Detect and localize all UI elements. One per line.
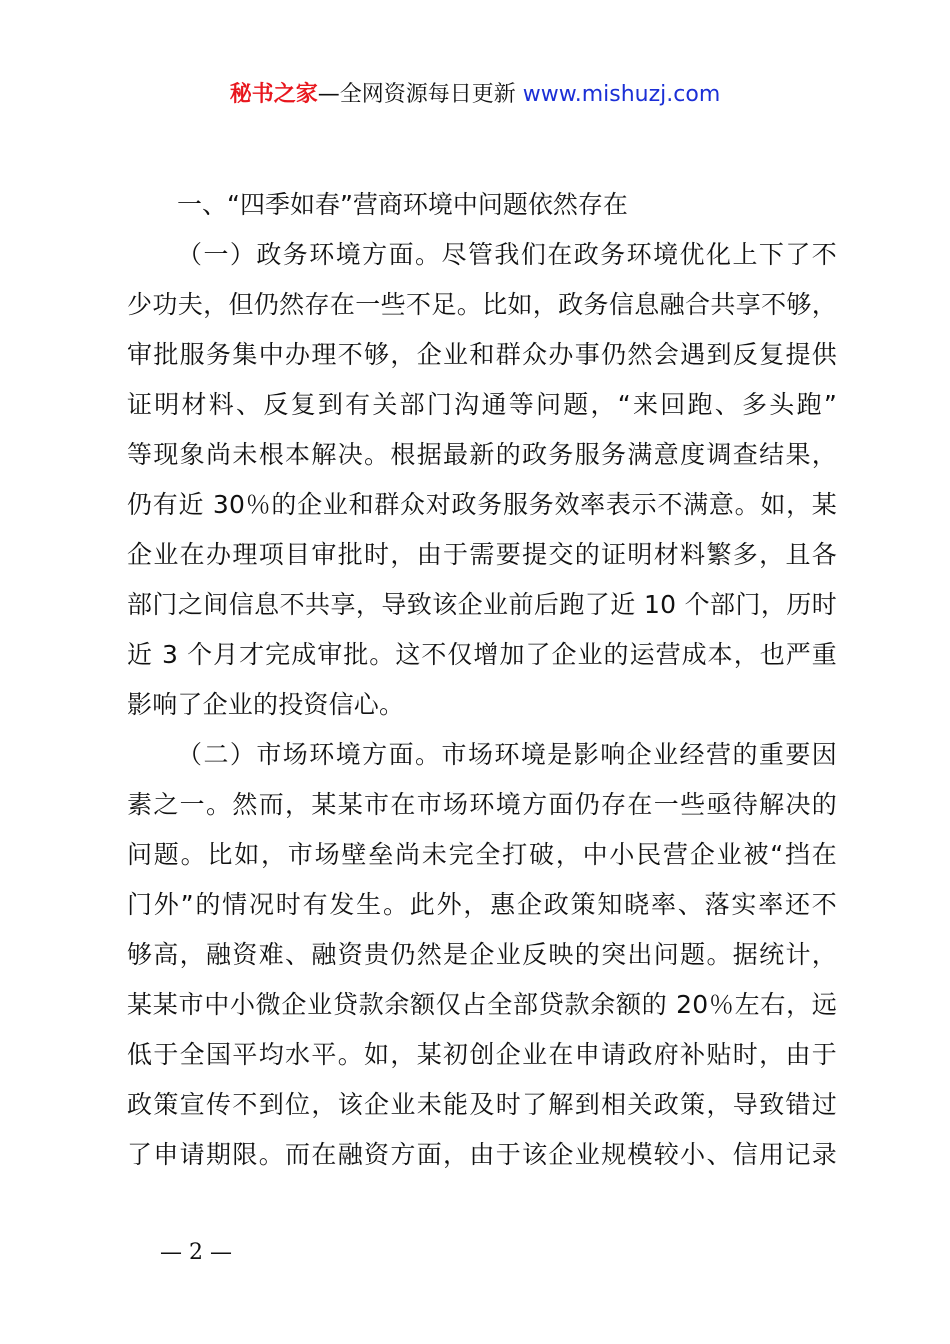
site-tagline: —全网资源每日更新 — [317, 82, 516, 107]
paragraph-line: 证明材料、反复到有关部门沟通等问题，“来回跑、多头跑” — [127, 390, 837, 419]
paragraph-line: 问题。比如，市场壁垒尚未完全打破，中小民营企业被“挡在 — [127, 840, 837, 869]
paragraph-line: 影响了企业的投资信心。 — [127, 690, 405, 719]
site-url-link[interactable]: www.mishuzj.com — [522, 82, 721, 107]
paragraph-line: 等现象尚未根本解决。根据最新的政务服务满意度调查结果， — [127, 440, 837, 469]
paragraph-government — [127, 230, 837, 730]
site-header — [0, 78, 950, 112]
paragraph-line: 少功夫，但仍然存在一些不足。比如，政务信息融合共享不够， — [127, 290, 837, 319]
paragraph-line: 企业在办理项目审批时，由于需要提交的证明材料繁多，且各 — [127, 540, 837, 569]
paragraph-line: 仍有近 30％的企业和群众对政务服务效率表示不满意。如，某 — [127, 490, 837, 519]
site-brand: 秘书之家 — [229, 82, 318, 107]
paragraph-line: 政策宣传不到位，该企业未能及时了解到相关政策，导致错过 — [127, 1090, 837, 1119]
section-heading: 一、“四季如春”营商环境中问题依然存在 — [177, 190, 628, 219]
paragraph-line: 某某市中小微企业贷款余额仅占全部贷款余额的 20％左右，远 — [127, 990, 837, 1019]
paragraph-market — [127, 730, 837, 1180]
page-number: — 2 — — [160, 1240, 232, 1265]
document-body — [127, 180, 837, 1180]
paragraph-line: （一）政务环境方面。尽管我们在政务环境优化上下了不 — [177, 240, 837, 269]
paragraph-line: 部门之间信息不共享，导致该企业前后跑了近 10 个部门，历时 — [127, 590, 837, 619]
paragraph-line: 够高，融资难、融资贵仍然是企业反映的突出问题。据统计， — [127, 940, 837, 969]
paragraph-line: 了申请期限。而在融资方面，由于该企业规模较小、信用记录 — [127, 1140, 837, 1169]
paragraph-line: 审批服务集中办理不够，企业和群众办事仍然会遇到反复提供 — [127, 340, 837, 369]
paragraph-line: 素之一。然而，某某市在市场环境方面仍存在一些亟待解决的 — [127, 790, 837, 819]
paragraph-line: 门外”的情况时有发生。此外，惠企政策知晓率、落实率还不 — [127, 890, 837, 919]
paragraph-line: 低于全国平均水平。如，某初创企业在申请政府补贴时，由于 — [127, 1040, 837, 1069]
paragraph-line: （二）市场环境方面。市场环境是影响企业经营的重要因 — [177, 740, 837, 769]
paragraph-line: 近 3 个月才完成审批。这不仅增加了企业的运营成本，也严重 — [127, 640, 837, 669]
